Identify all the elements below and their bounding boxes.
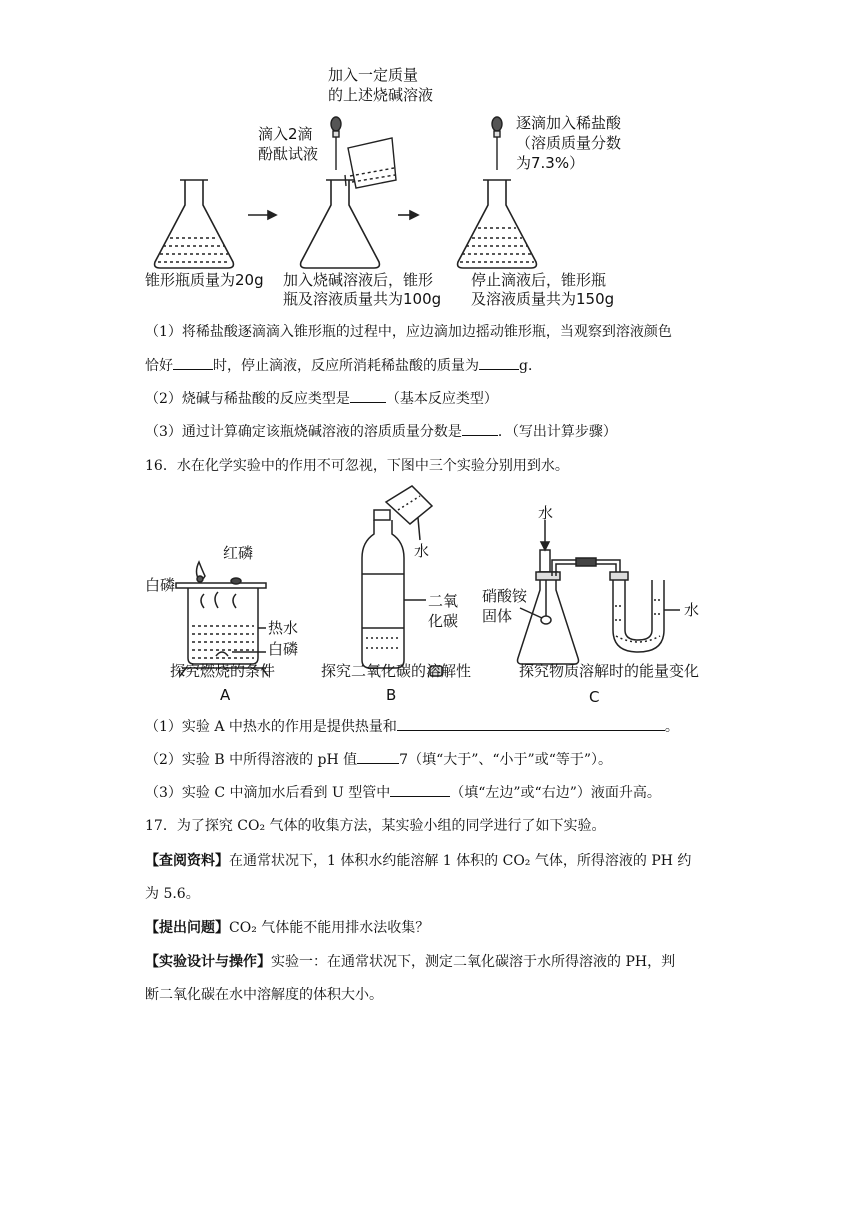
caption-flask-1: 锥形瓶质量为20g [145, 271, 264, 289]
label-water-c-right: 水 [684, 601, 700, 619]
label-hot-water: 热水 [268, 619, 299, 637]
label-add-hcl-3: 为7.3%） [516, 154, 585, 172]
q16-part1: （1）实验 A 中热水的作用是提供热量和 。 [145, 716, 725, 737]
q15-part2: （2）烧碱与稀盐酸的反应类型是 （基本反应类型） [145, 388, 725, 409]
letter-a: A [220, 686, 231, 704]
label-add-phenol-2: 酚酞试液 [258, 145, 319, 163]
answer-blank[interactable] [390, 782, 450, 797]
label-white-phosphorus-bottom: 白磷 [268, 640, 299, 658]
label-solid-1: 硝酸铵 [482, 587, 528, 605]
label-white-phosphorus-top: 白磷 [145, 576, 176, 594]
label-add-hcl-1: 逐滴加入稀盐酸 [516, 114, 622, 132]
q17-question: 【提出问题】CO₂ 气体能不能用排水法收集？ [145, 920, 430, 936]
answer-blank[interactable] [479, 355, 519, 370]
q17-stem: 17．为了探究 CO₂ 气体的收集方法，某实验小组的同学进行了如下实验。 [145, 818, 606, 834]
flask-titrated-icon [458, 180, 537, 268]
q16-stem: 16．水在化学实验中的作用不可忽视，下图中三个实验分别用到水。 [145, 458, 569, 474]
section-tag-design: 【实验设计与操作】 [145, 954, 271, 970]
label-co2-1: 二氧 [428, 592, 459, 610]
q16-part3: （3）实验 C 中滴加水后看到 U 型管中 （填“左边”或“右边”）液面升高。 [145, 782, 725, 803]
letter-b: B [386, 686, 397, 704]
q17-reference-line2: 为 5.6。 [145, 886, 200, 902]
caption-flask-3-line1: 停止滴液后，锥形瓶 [471, 271, 607, 289]
label-water-c-top: 水 [538, 504, 554, 522]
arrow-right-icon [398, 211, 418, 219]
experiment-c-drawing [518, 520, 681, 664]
answer-blank[interactable] [350, 388, 386, 403]
experiment-b-drawing [362, 486, 442, 676]
label-solid-2: 固体 [482, 607, 513, 625]
q15-part1-line2: 恰好 时，停止滴液，反应所消耗稀盐酸的质量为 g． [145, 355, 725, 376]
q16-part2: （2）实验 B 中所得溶液的 pH 值 7（填“大于”、“小于”或“等于”）。 [145, 749, 725, 770]
section-tag-question: 【提出问题】 [145, 920, 229, 936]
label-add-naoh-1: 加入一定质量 [328, 66, 419, 84]
label-red-phosphorus: 红磷 [223, 544, 254, 562]
dropper-icon [331, 117, 341, 170]
section-tag-reference: 【查阅资料】 [145, 853, 229, 869]
flask-with-solution-icon [301, 180, 380, 268]
experiment-a-drawing [176, 562, 268, 676]
caption-experiment-b: 探究二氧化碳的溶解性 [321, 662, 472, 680]
q17-design-line1: 【实验设计与操作】实验一：在通常状况下，测定二氧化碳溶于水所得溶液的 PH，判 [145, 954, 676, 970]
caption-flask-3-line2: 及溶液质量共为150g [471, 290, 615, 308]
label-add-hcl-2: （溶质质量分数 [516, 134, 622, 152]
letter-c: C [589, 688, 600, 706]
answer-blank[interactable] [357, 749, 399, 764]
caption-experiment-c: 探究物质溶解时的能量变化 [519, 662, 700, 680]
answer-blank[interactable] [397, 716, 665, 731]
label-add-naoh-2: 的上述烧碱溶液 [328, 86, 434, 104]
label-co2-2: 化碳 [428, 612, 459, 630]
q17-reference-line1: 【查阅资料】在通常状况下，1 体积水约能溶解 1 体积的 CO₂ 气体，所得溶液的 PH 约 [145, 853, 692, 869]
caption-experiment-a: 探究燃烧的条件 [170, 662, 276, 680]
arrow-right-icon [248, 211, 276, 219]
caption-flask-2-line1: 加入烧碱溶液后，锥形 [283, 271, 434, 289]
label-add-phenol-1: 滴入2滴 [258, 125, 313, 143]
label-water-b: 水 [414, 542, 430, 560]
q15-part3: （3）通过计算确定该瓶烧碱溶液的溶质质量分数是 ．（写出计算步骤） [145, 421, 725, 442]
q15-part1-line1: （1）将稀盐酸逐滴滴入锥形瓶的过程中，应边滴加边摇动锥形瓶，当观察到溶液颜色 [145, 324, 672, 340]
answer-blank[interactable] [173, 355, 213, 370]
flask-empty-icon [155, 180, 234, 268]
dropper-icon [492, 117, 502, 170]
q17-design-line2: 断二氧化碳在水中溶解度的体积大小。 [145, 987, 383, 1003]
answer-blank[interactable] [462, 421, 498, 436]
caption-flask-2-line2: 瓶及溶液质量共为100g [283, 290, 442, 308]
